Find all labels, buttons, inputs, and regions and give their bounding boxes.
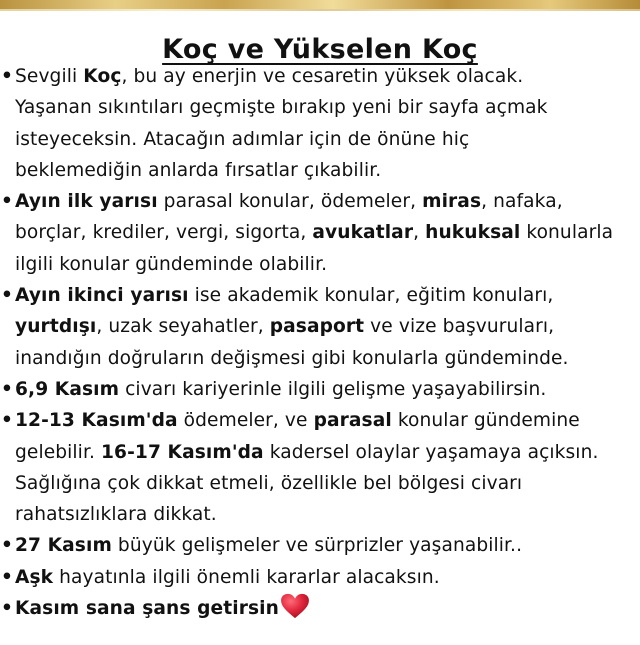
bold-text: Ayın ikinci yarısı	[15, 285, 189, 307]
text-segment: civarı kariyerinle ilgili gelişme yaşayabilirsin.	[119, 378, 547, 400]
bullet-icon	[1, 186, 11, 217]
list-item	[0, 280, 640, 374]
page-title: Koç ve Yükselen Koç	[162, 34, 478, 66]
text-segment: Sevgili	[15, 66, 84, 87]
list-item	[0, 530, 640, 561]
horoscope-list	[0, 61, 640, 624]
bullet-icon	[1, 280, 11, 311]
text-segment: Sağlığına çok dikkat etmeli, özellikle bel bölgesi civarı	[15, 472, 523, 494]
text-line	[15, 437, 634, 468]
text-segment: büyük gelişmeler ve sürprizler yaşanabilir..	[111, 535, 523, 557]
text-segment: borçlar, krediler, vergi, sigorta,	[15, 222, 313, 244]
text-segment: ödemeler, ve	[177, 410, 314, 432]
text-line	[15, 374, 634, 405]
text-line	[15, 343, 634, 374]
text-line	[15, 562, 634, 593]
text-line	[15, 468, 634, 499]
text-segment: ilgili konular gündeminde olabilir.	[15, 253, 328, 275]
text-segment: parasal konular, ödemeler,	[157, 191, 423, 213]
bold-text: Koç	[83, 66, 122, 87]
list-item	[0, 374, 640, 405]
text-line	[15, 499, 634, 530]
text-segment: kadersel olaylar yaşamaya açıksın.	[263, 441, 599, 463]
bold-text: 12-13 Kasım'da	[15, 410, 178, 432]
bullet-icon	[1, 374, 11, 405]
bold-text: hukuksal	[425, 222, 521, 244]
text-segment: ,	[413, 222, 426, 244]
text-line	[15, 280, 634, 311]
text-segment: ve vize başvuruları,	[364, 316, 555, 338]
text-line	[15, 530, 634, 561]
text-segment: gelebilir.	[15, 441, 102, 463]
text-segment: ise akademik konular, eğitim konuları,	[188, 285, 554, 307]
list-item	[0, 61, 640, 186]
text-segment: hayatınla ilgili önemli kararlar alacaksın.	[53, 566, 440, 588]
text-segment: , nafaka,	[481, 191, 563, 213]
text-line	[15, 405, 634, 436]
text-line	[15, 92, 634, 123]
text-line	[15, 155, 634, 186]
text-segment: isteyeceksin. Atacağın adımlar için de önüne hiç	[15, 128, 470, 150]
bold-text: Kasım sana şans getirsin	[15, 598, 279, 620]
text-segment: , uzak seyahatler,	[96, 316, 270, 338]
text-segment: beklemediğin anlarda fırsatlar çıkabilir.	[15, 159, 382, 181]
bullet-icon	[1, 593, 11, 624]
bold-text: parasal	[313, 410, 392, 432]
text-line	[15, 217, 634, 248]
list-item	[0, 186, 640, 280]
bold-text: 16-17 Kasım'da	[101, 441, 264, 463]
bullet-icon	[1, 562, 11, 593]
list-item	[0, 593, 640, 624]
gold-border-top	[0, 0, 640, 9]
bold-text: avukatlar	[312, 222, 414, 244]
bullet-icon	[1, 405, 11, 436]
text-line	[15, 61, 634, 92]
text-segment: inandığın doğruların değişmesi gibi konularla gündeminde.	[15, 347, 569, 369]
text-segment: konular gündemine	[391, 410, 580, 432]
bold-text: miras	[422, 191, 482, 213]
bullet-icon	[1, 530, 11, 561]
bold-text: 27 Kasım	[15, 535, 112, 557]
text-line	[15, 249, 634, 280]
bold-text: pasaport	[269, 316, 365, 338]
list-item	[0, 405, 640, 530]
bold-text: Aşk	[15, 566, 54, 588]
gold-border-shine	[0, 9, 640, 11]
text-segment: Yaşanan sıkıntıları geçmişte bırakıp yeni bir sayfa açmak	[15, 97, 548, 119]
bold-text: 6,9 Kasım	[15, 378, 120, 400]
bold-text: Ayın ilk yarısı	[15, 191, 158, 213]
text-line	[15, 186, 634, 217]
text-line	[15, 311, 634, 342]
text-segment: konularla	[520, 222, 614, 244]
bullet-icon	[1, 61, 11, 92]
bold-text: yurtdışı	[15, 316, 97, 338]
text-segment: rahatsızlıklara dikkat.	[15, 504, 217, 526]
red-heart-icon	[280, 593, 310, 619]
list-item	[0, 562, 640, 593]
text-segment: , bu ay enerjin ve cesaretin yüksek olacak.	[121, 66, 524, 87]
text-line	[15, 593, 634, 624]
text-line	[15, 124, 634, 155]
